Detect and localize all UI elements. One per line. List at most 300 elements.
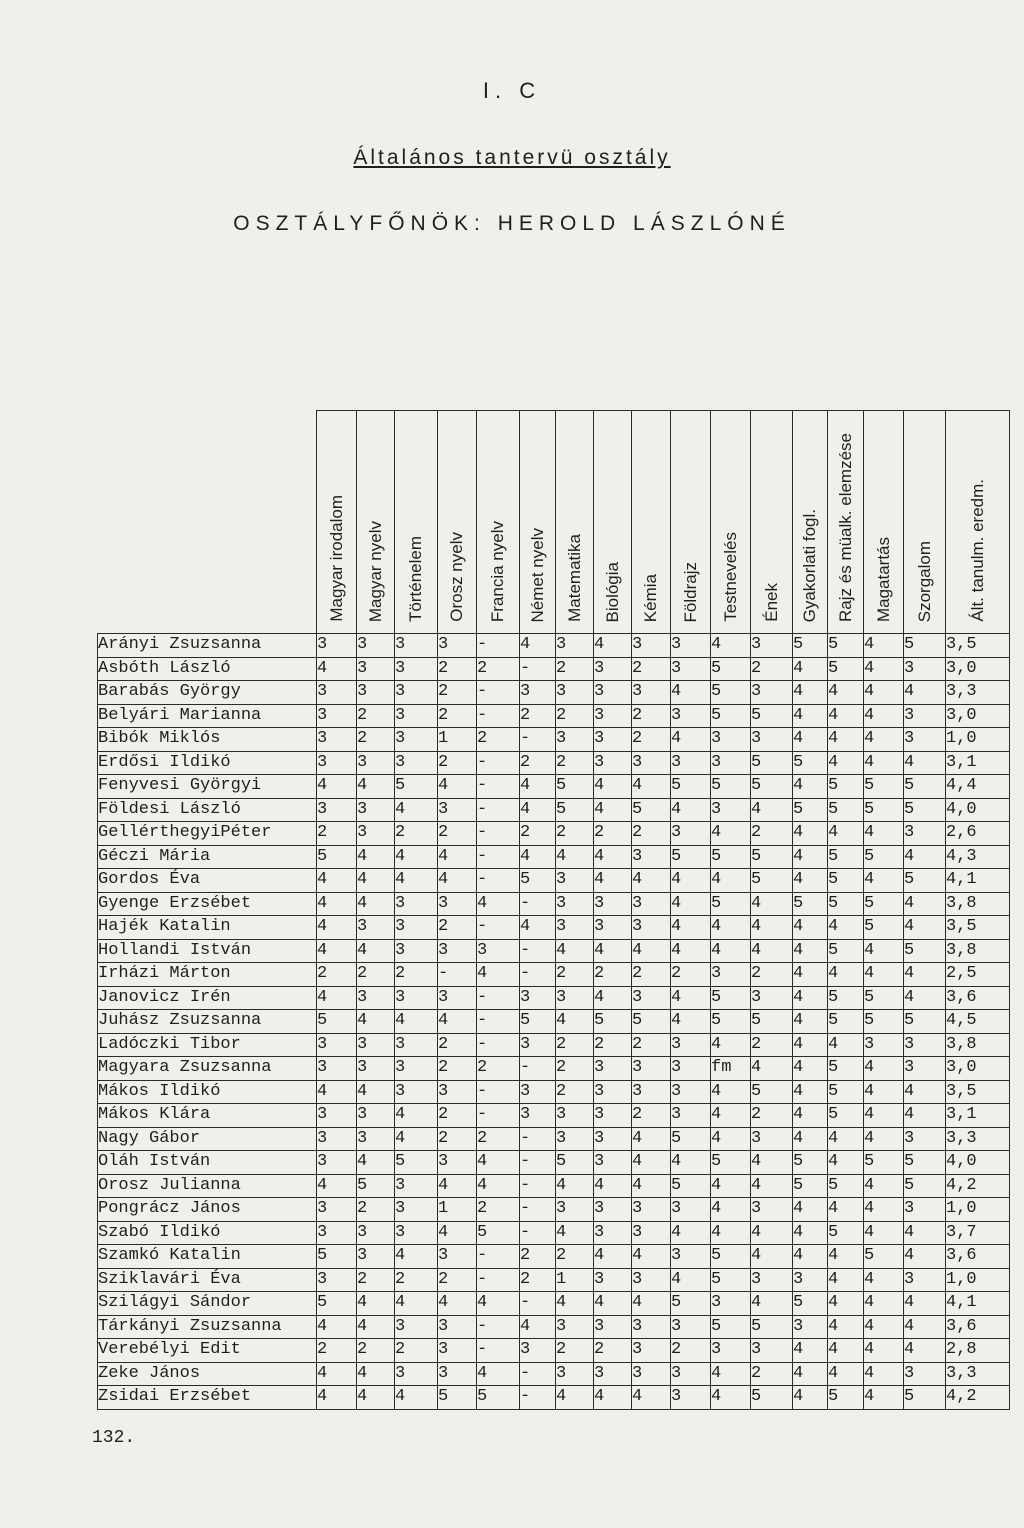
grade-cell: 4 [793,1362,828,1386]
grade-cell: 2 [556,1033,594,1057]
grade-cell: 4 [864,728,904,752]
grade-cell: 4 [864,963,904,987]
grade-cell: 5 [864,986,904,1010]
grade-cell: 3 [594,751,632,775]
grade-cell: 3 [594,1057,632,1081]
grade-cell: 4 [357,1151,395,1175]
grade-cell: 3 [711,751,751,775]
grade-cell: 3 [556,892,594,916]
grade-cell: 3 [520,1339,556,1363]
grade-cell: 5 [793,798,828,822]
grade-cell: 3 [632,1362,671,1386]
grade-cell: 3 [671,1080,711,1104]
grade-cell: 4 [594,634,632,658]
grade-cell: - [477,704,520,728]
grade-cell: 4 [793,1198,828,1222]
grade-cell: 2 [632,963,671,987]
grade-cell: 3 [317,1127,357,1151]
grade-cell: - [520,892,556,916]
subject-header-cell [711,411,751,634]
grade-cell: 4 [751,1221,793,1245]
grade-cell: 4 [477,1362,520,1386]
grade-cell: 3 [357,1245,395,1269]
average-cell: 4,5 [946,1010,1010,1034]
subject-header-cell [594,411,632,634]
grade-cell: 4 [357,1362,395,1386]
student-row [98,1245,1010,1269]
grade-cell: - [520,1127,556,1151]
grade-cell: 4 [438,845,477,869]
grade-cell: 5 [793,1151,828,1175]
grade-cell: - [477,1245,520,1269]
grade-cell: 4 [632,1174,671,1198]
grade-cell: 3 [671,1198,711,1222]
grade-cell: - [477,751,520,775]
student-name: Szamkó Katalin [98,1245,317,1269]
grade-cell: 4 [632,1292,671,1316]
average-cell: 4,1 [946,1292,1010,1316]
grade-cell: 5 [632,1010,671,1034]
grade-cell: - [477,634,520,658]
average-cell: 4,2 [946,1386,1010,1410]
grade-cell: 3 [395,634,438,658]
grade-cell: 3 [711,728,751,752]
average-cell: 3,0 [946,1057,1010,1081]
subject-label: Magatartás [873,536,893,622]
grade-cell: 3 [357,657,395,681]
grade-cell: 3 [357,634,395,658]
grade-cell: 2 [438,1268,477,1292]
grade-cell: 4 [793,869,828,893]
grade-cell: 3 [317,1104,357,1128]
grade-cell: - [477,775,520,799]
grade-cell: 5 [711,986,751,1010]
grade-cell: 5 [711,681,751,705]
student-row [98,986,1010,1010]
subject-label: Rajz és müalk. elemzése [835,433,855,622]
grade-cell: 4 [864,1198,904,1222]
subject-header-cell [751,411,793,634]
student-row [98,939,1010,963]
subject-label: Történelem [406,536,425,622]
grade-cell: 4 [793,1386,828,1410]
student-row [98,1292,1010,1316]
grade-cell: - [520,1151,556,1175]
average-cell: 3,6 [946,1245,1010,1269]
subject-header-cell [477,411,520,634]
grade-cell: 4 [711,1174,751,1198]
student-name: Nagy Gábor [98,1127,317,1151]
grade-cell: 5 [671,1127,711,1151]
grade-cell: 2 [477,728,520,752]
grade-cell: 4 [317,892,357,916]
grade-cell: 3 [711,798,751,822]
grade-cell: 5 [395,775,438,799]
grade-cell: 4 [395,798,438,822]
student-row [98,1198,1010,1222]
grade-cell: 4 [395,1245,438,1269]
grade-cell: 5 [751,1315,793,1339]
grade-cell: 3 [594,1151,632,1175]
subject-label: Matematika [564,534,584,622]
grade-cell: 3 [556,634,594,658]
grade-cell: 3 [395,1174,438,1198]
grade-cell: 2 [594,963,632,987]
grade-cell: - [477,1080,520,1104]
grade-cell: 3 [317,1151,357,1175]
grade-cell: 4 [864,1127,904,1151]
grade-cell: 3 [556,916,594,940]
grade-cell: 4 [317,916,357,940]
grade-cell: 3 [520,1104,556,1128]
grade-cell: 5 [828,1174,864,1198]
grade-cell: - [477,822,520,846]
grade-cell: 4 [477,963,520,987]
grade-cell: 3 [357,1104,395,1128]
grade-cell: 2 [477,1057,520,1081]
grade-cell: 4 [711,1033,751,1057]
grade-cell: 3 [438,1245,477,1269]
class-identifier: I. C [482,78,542,103]
subject-label: Biológia [602,561,622,622]
grade-cell: 4 [477,1174,520,1198]
grade-cell: 3 [904,1268,946,1292]
grade-cell: 4 [594,1386,632,1410]
grade-cell: 4 [317,939,357,963]
grade-cell: 4 [793,775,828,799]
grade-cell: 2 [477,1198,520,1222]
grade-cell: 5 [317,1245,357,1269]
grade-cell: 3 [904,1057,946,1081]
average-cell: 3,5 [946,634,1010,658]
grade-cell: 3 [632,1268,671,1292]
grade-cell: 4 [556,845,594,869]
grade-cell: 4 [751,1057,793,1081]
grade-cell: 4 [793,1104,828,1128]
grade-cell: 4 [904,1245,946,1269]
grade-cell: 4 [711,1127,751,1151]
grade-cell: - [477,1339,520,1363]
grade-cell: 4 [671,1221,711,1245]
grade-cell: 3 [438,1315,477,1339]
grade-cell: 4 [793,1057,828,1081]
grade-cell: 4 [632,775,671,799]
grade-cell: 4 [828,1245,864,1269]
grade-cell: 3 [751,728,793,752]
grade-cell: 3 [671,1033,711,1057]
subject-header-cell [671,411,711,634]
grade-cell: 4 [828,1362,864,1386]
student-row [98,798,1010,822]
grade-cell: 3 [357,1057,395,1081]
grade-cell: 3 [594,657,632,681]
grade-cell: 3 [357,1127,395,1151]
grade-cell: 2 [357,1198,395,1222]
subject-header-cell [793,411,828,634]
grade-cell: 4 [864,1174,904,1198]
grade-cell: 3 [671,657,711,681]
grade-cell: 3 [904,1362,946,1386]
grade-cell: 3 [317,1057,357,1081]
grade-cell: - [520,1174,556,1198]
grade-cell: 3 [556,869,594,893]
grade-cell: 4 [395,1386,438,1410]
grade-cell: 2 [556,704,594,728]
grade-cell: 4 [793,1033,828,1057]
grade-cell: 5 [828,1057,864,1081]
grade-cell: 3 [395,1057,438,1081]
average-cell: 3,1 [946,1104,1010,1128]
grade-cell: 4 [357,1315,395,1339]
grade-cell: 3 [751,634,793,658]
grade-cell: 4 [711,1362,751,1386]
grade-cell: 3 [395,704,438,728]
grade-cell: 2 [317,822,357,846]
grade-cell: 5 [793,892,828,916]
grade-cell: 2 [751,822,793,846]
grade-cell: 4 [711,916,751,940]
grade-cell: 3 [438,798,477,822]
grade-cell: 3 [438,1151,477,1175]
grade-cell: 3 [632,1057,671,1081]
grade-cell: 4 [438,1174,477,1198]
grade-cell: 4 [632,939,671,963]
grade-cell: 4 [828,1151,864,1175]
grades-table [97,410,1010,1410]
grade-cell: 3 [594,1268,632,1292]
grade-cell: 3 [632,634,671,658]
subject-label: Magyar irodalom [326,495,346,622]
grade-cell: 2 [751,1362,793,1386]
grade-cell: 4 [793,822,828,846]
grade-cell: 3 [904,1127,946,1151]
student-row [98,1033,1010,1057]
grade-cell: 5 [751,869,793,893]
subject-label: Földrajz [680,561,700,622]
grade-cell: 4 [904,1221,946,1245]
grade-cell: 4 [828,1339,864,1363]
grade-cell: 4 [632,1245,671,1269]
grade-cell: 3 [751,1268,793,1292]
student-row [98,1127,1010,1151]
grade-cell: 5 [828,892,864,916]
grade-cell: 3 [904,657,946,681]
grade-cell: 4 [317,1386,357,1410]
grade-cell: 5 [904,939,946,963]
grade-cell: 3 [395,986,438,1010]
grade-cell: 4 [395,1010,438,1034]
grade-cell: 2 [438,1127,477,1151]
student-name: Erdősi Ildikó [98,751,317,775]
grade-cell: 5 [828,1104,864,1128]
grade-cell: 3 [632,986,671,1010]
grade-cell: 4 [671,728,711,752]
grade-cell: 3 [904,704,946,728]
student-row [98,704,1010,728]
grade-cell: 4 [828,728,864,752]
grade-cell: - [520,939,556,963]
student-row [98,1268,1010,1292]
grade-cell: 4 [904,845,946,869]
average-cell: 4,2 [946,1174,1010,1198]
grade-cell: 4 [357,939,395,963]
grade-cell: 4 [632,1127,671,1151]
student-row [98,1010,1010,1034]
grade-cell: 5 [793,751,828,775]
grade-cell: 5 [751,845,793,869]
grade-cell: 3 [594,1221,632,1245]
grade-cell: 2 [556,822,594,846]
grade-cell: - [477,845,520,869]
grade-cell: 4 [904,1080,946,1104]
student-row [98,1315,1010,1339]
grade-cell: 3 [395,1221,438,1245]
grade-cell: 2 [556,963,594,987]
grade-cell: 4 [904,1339,946,1363]
grade-cell: 4 [671,916,711,940]
grade-cell: 3 [357,798,395,822]
grade-cell: 3 [594,704,632,728]
grade-cell: 4 [594,986,632,1010]
grade-cell: 4 [556,1386,594,1410]
grade-cell: 4 [671,798,711,822]
grade-cell: 5 [520,869,556,893]
grade-cell: 4 [317,1315,357,1339]
grade-cell: 4 [828,1198,864,1222]
grade-cell: 3 [395,1315,438,1339]
grade-cell: 4 [671,1268,711,1292]
grade-cell: - [477,798,520,822]
student-name: Zsidai Erzsébet [98,1386,317,1410]
page-subtitle: Általános tantervü osztály [353,146,671,169]
grade-cell: 5 [711,1151,751,1175]
grade-cell: 5 [751,775,793,799]
student-row [98,657,1010,681]
grade-cell: 4 [751,1292,793,1316]
grade-cell: - [520,963,556,987]
average-cell: 3,0 [946,704,1010,728]
grade-cell: - [477,1315,520,1339]
grade-cell: 5 [904,798,946,822]
grade-cell: 2 [556,1339,594,1363]
grade-cell: 3 [395,681,438,705]
grade-cell: 5 [828,869,864,893]
grade-cell: 4 [357,1292,395,1316]
grade-cell: 2 [632,1033,671,1057]
grade-cell: 5 [864,1245,904,1269]
grade-cell: 4 [828,751,864,775]
grade-cell: 2 [395,1339,438,1363]
grade-cell: 3 [711,1339,751,1363]
grade-cell: 2 [438,1057,477,1081]
grade-cell: 4 [904,751,946,775]
student-name: Janovicz Irén [98,986,317,1010]
subject-label: Ált. tanulm. eredm. [967,479,987,622]
grade-cell: 2 [632,1104,671,1128]
subject-header-cell [438,411,477,634]
grade-cell: 5 [828,1221,864,1245]
grade-cell: 4 [438,775,477,799]
grade-cell: 3 [594,1198,632,1222]
grade-cell: 3 [438,892,477,916]
grade-cell: 4 [864,1268,904,1292]
grade-cell: 3 [632,681,671,705]
grade-cell: 4 [556,939,594,963]
grade-cell: 3 [864,1033,904,1057]
grade-cell: 4 [520,775,556,799]
grade-cell: 4 [864,681,904,705]
grade-cell: 4 [751,1245,793,1269]
grade-cell: 3 [395,728,438,752]
grade-cell: 3 [671,704,711,728]
grade-cell: 5 [711,892,751,916]
grade-cell: 3 [751,986,793,1010]
grade-cell: 1 [438,728,477,752]
subject-label: Magyar nyelv [365,520,385,622]
grade-cell: 3 [520,986,556,1010]
student-name: Szabó Ildikó [98,1221,317,1245]
grade-cell: 5 [317,1010,357,1034]
student-row [98,1362,1010,1386]
grade-cell: 2 [520,1268,556,1292]
grade-cell: 4 [711,1198,751,1222]
grade-cell: 2 [594,1033,632,1057]
student-name: Bibók Miklós [98,728,317,752]
grade-cell: 4 [671,986,711,1010]
grade-cell: 3 [357,751,395,775]
grade-cell: 4 [793,939,828,963]
grade-cell: 2 [438,751,477,775]
grade-cell: - [477,1033,520,1057]
grade-cell: 4 [671,1151,711,1175]
grade-cell: 3 [438,1339,477,1363]
grade-cell: 4 [828,963,864,987]
student-name: Gyenge Erzsébet [98,892,317,916]
subject-label: Orosz nyelv [447,532,466,622]
grade-cell: 4 [395,1127,438,1151]
grade-cell: 3 [632,1339,671,1363]
grade-cell: 4 [864,1292,904,1316]
grade-cell: 4 [751,798,793,822]
grade-cell: 2 [594,822,632,846]
grade-cell: 4 [317,986,357,1010]
grade-cell: 4 [904,1104,946,1128]
grade-cell: 5 [711,657,751,681]
grade-cell: 4 [828,704,864,728]
grade-cell: 4 [711,1221,751,1245]
grade-cell: 4 [357,1080,395,1104]
grade-cell: 2 [438,1033,477,1057]
grade-cell: 4 [864,1057,904,1081]
grade-cell: 2 [671,963,711,987]
grade-cell: 4 [477,1292,520,1316]
grade-cell: - [520,1198,556,1222]
grade-cell: 2 [438,681,477,705]
average-cell: 3,0 [946,657,1010,681]
grade-cell: 4 [632,1151,671,1175]
grade-cell: 3 [632,892,671,916]
grade-cell: 5 [751,1386,793,1410]
grade-cell: 5 [793,634,828,658]
grade-cell: 5 [904,1386,946,1410]
grade-cell: 4 [438,1010,477,1034]
student-name: Magyara Zsuzsanna [98,1057,317,1081]
student-name: Fenyvesi Györgyi [98,775,317,799]
subject-header-cell [864,411,904,634]
grade-cell: 3 [671,1104,711,1128]
grade-cell: 4 [594,1292,632,1316]
grade-cell: 4 [594,845,632,869]
